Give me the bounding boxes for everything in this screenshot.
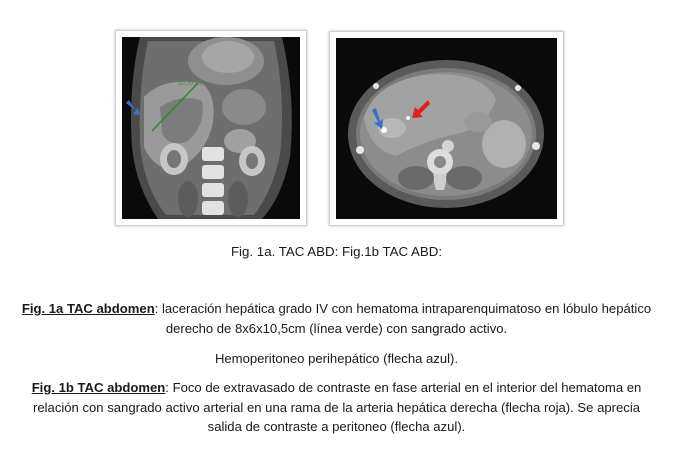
paragraph-fig-1a xyxy=(20,299,653,338)
ct-axial-image xyxy=(336,38,557,219)
fig-1a-text: : laceración hepática grado IV con hematoma intraparenquimatoso en lóbulo hepático derecho de 8x6x10,5cm (línea verde) con sangrado activo. xyxy=(154,301,652,336)
fig-1b-label: Fig. 1b TAC abdomen xyxy=(31,380,166,395)
paragraph-hemoperitoneo: Hemoperitoneo perihepático (flecha azul). xyxy=(214,351,459,366)
figure-1b-ct-axial xyxy=(329,31,564,226)
paragraph-fig-1b xyxy=(20,378,653,437)
fig-1a-label: Fig. 1a TAC abdomen xyxy=(21,301,155,316)
figure-caption: Fig. 1a. TAC ABD: Fig.1b TAC ABD: xyxy=(230,244,443,259)
fig-1b-text: : Foco de extravasado de contraste en fase arterial en el interior del hematoma en relación con sangrado activo arterial en una rama de la arteria hepática derecha (flecha roja). Se aprecia salida de contraste a peritoneo (flecha azul). xyxy=(32,380,642,434)
measurement-label: 10,70 cm xyxy=(178,81,203,87)
figure-1a-ct-coronal xyxy=(115,30,307,226)
ct-coronal-image xyxy=(122,37,300,219)
